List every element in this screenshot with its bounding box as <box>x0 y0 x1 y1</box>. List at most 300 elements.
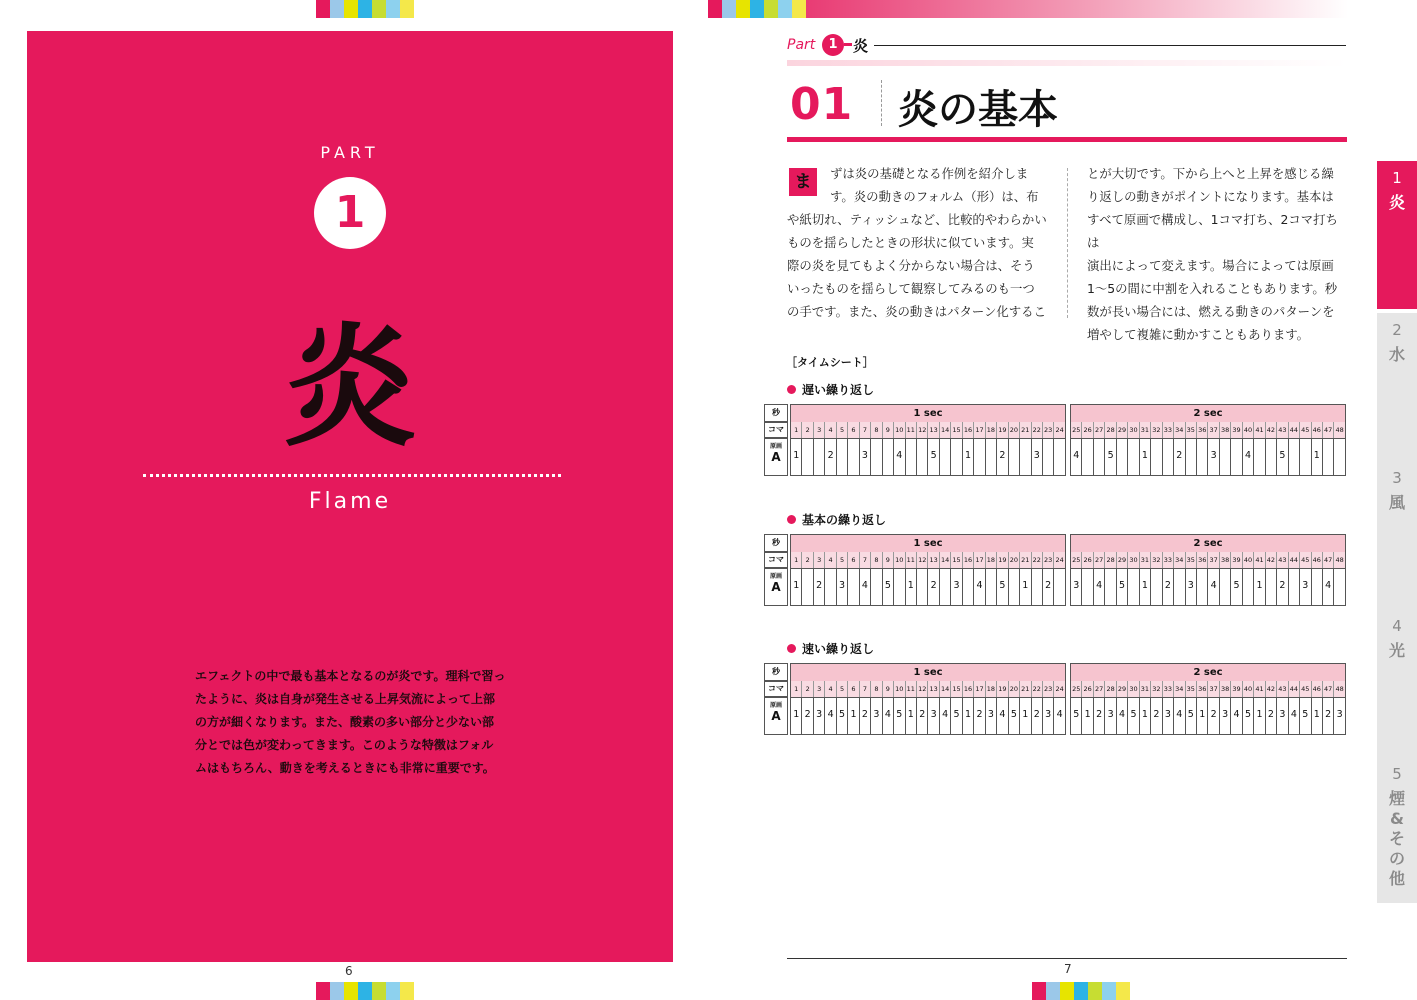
frame-number: 24 <box>1055 426 1064 434</box>
frame-number: 45 <box>1300 422 1311 438</box>
key-cell: 5 <box>997 569 1008 605</box>
second-header: 2 sec <box>1071 535 1345 553</box>
key-cell: 4 <box>1094 569 1105 605</box>
key-cell: 4 <box>894 439 905 475</box>
key-cell <box>1174 569 1185 605</box>
key-cell: 3 <box>1043 698 1054 734</box>
body-line: 数が長い場合には、燃える動きのパターンを <box>1087 304 1335 319</box>
second-block <box>1070 534 1346 606</box>
frame-row <box>1071 681 1345 698</box>
frame-number: 17 <box>974 681 985 697</box>
frame-number: 21 <box>1020 422 1031 438</box>
key-cell: 2 <box>1094 698 1105 734</box>
frame-number: 29 <box>1117 552 1128 568</box>
key-cell: 5 <box>1300 698 1311 734</box>
color-swatch <box>358 0 372 18</box>
body-line: すべて原画で構成し、1コマ打ち、2コマ打ちは <box>1087 212 1338 250</box>
frame-number: 6 <box>848 552 859 568</box>
color-swatch <box>386 0 400 18</box>
color-swatch <box>316 0 330 18</box>
frame-number: 2 <box>802 422 813 438</box>
second-block <box>790 534 1066 606</box>
chapter-kanji: 炎 <box>284 311 416 465</box>
sec-label: 秒 <box>764 534 788 552</box>
frame-number: 18 <box>986 681 997 697</box>
frame-row <box>791 422 1065 439</box>
top-color-strip-left <box>316 0 414 18</box>
chapter-tab-label <box>1377 193 1417 213</box>
frame-number: 20 <box>1009 681 1020 697</box>
frame-number: 25 <box>1071 422 1082 438</box>
body-line: ずは炎の基礎となる作例を紹介しま <box>830 166 1029 181</box>
key-cell <box>1105 569 1116 605</box>
part-number-badge: 1 <box>314 177 386 249</box>
key-cell: 4 <box>883 698 894 734</box>
section-number: 01 <box>790 79 854 130</box>
key-cell: 2 <box>1151 698 1162 734</box>
frame-number: 47 <box>1323 422 1334 438</box>
color-swatch <box>400 0 414 18</box>
key-cell: 3 <box>1163 698 1174 734</box>
key-cell <box>814 439 825 475</box>
chapter-tab-number: 1 <box>1392 169 1402 187</box>
tab-char: 光 <box>1388 641 1405 660</box>
key-cell <box>1020 439 1031 475</box>
key-cell <box>974 439 985 475</box>
key-row <box>791 569 1065 605</box>
key-cell: 2 <box>1163 569 1174 605</box>
frame-number: 13 <box>928 552 939 568</box>
bottom-rule <box>787 958 1347 959</box>
frame-number: 29 <box>1117 681 1128 697</box>
key-cell <box>1186 439 1197 475</box>
key-cell <box>1009 569 1020 605</box>
key-cell <box>1231 439 1242 475</box>
key-cell: 3 <box>1336 709 1343 720</box>
frame-number: 4 <box>825 552 836 568</box>
frame-number: 44 <box>1289 552 1300 568</box>
tab-char: 炎 <box>1388 193 1405 212</box>
frame-number: 33 <box>1163 422 1174 438</box>
key-cell: 5 <box>928 439 939 475</box>
key-cell: 5 <box>1128 698 1139 734</box>
chapter-tab-number: 4 <box>1392 617 1402 635</box>
key-cell <box>1266 569 1277 605</box>
color-swatch <box>344 982 358 1000</box>
frame-number: 8 <box>871 422 882 438</box>
frame-number: 33 <box>1163 552 1174 568</box>
key-cell <box>1312 569 1323 605</box>
frame-number: 18 <box>986 422 997 438</box>
color-swatch <box>1116 982 1130 1000</box>
frame-number: 43 <box>1277 552 1288 568</box>
tab-char: そ <box>1388 829 1405 848</box>
color-swatch <box>1102 982 1116 1000</box>
frame-number: 2 <box>802 681 813 697</box>
key-cell: 4 <box>1174 698 1185 734</box>
key-cell: 3 <box>1208 439 1219 475</box>
color-swatch <box>722 0 736 18</box>
frame-row <box>1071 422 1345 439</box>
frame-number: 16 <box>963 681 974 697</box>
frame-number: 29 <box>1117 422 1128 438</box>
key-cell <box>1243 569 1254 605</box>
frame-number: 10 <box>894 422 905 438</box>
frame-number: 19 <box>997 681 1008 697</box>
color-swatch <box>358 982 372 1000</box>
key-cell <box>1151 569 1162 605</box>
timesheet-title <box>787 511 886 528</box>
frame-number: 12 <box>917 681 928 697</box>
chapter-tab-number: 5 <box>1392 765 1402 783</box>
frame-number: 1 <box>791 681 802 697</box>
key-cell <box>1289 569 1300 605</box>
frame-number: 39 <box>1231 681 1242 697</box>
key-row <box>1071 569 1345 605</box>
color-swatch <box>330 982 344 1000</box>
frame-number: 9 <box>883 422 894 438</box>
key-cell: 2 <box>825 439 836 475</box>
frame-number: 11 <box>906 552 917 568</box>
key-cell <box>1254 439 1265 475</box>
body-column-1-head <box>830 162 1052 208</box>
frame-number: 28 <box>1105 552 1116 568</box>
color-swatch <box>764 0 778 18</box>
frame-number: 36 <box>1197 552 1208 568</box>
frame-number: 15 <box>951 552 962 568</box>
timesheet-grid <box>764 534 1348 606</box>
frame-number: 47 <box>1323 552 1334 568</box>
key-cell <box>1128 569 1139 605</box>
key-cell <box>917 569 928 605</box>
frame-number: 35 <box>1186 422 1197 438</box>
frame-number: 11 <box>906 681 917 697</box>
intro-line: ムはもちろん、動きを考えるときにも非常に重要です。 <box>195 761 495 775</box>
part-tag-underline <box>787 60 1347 66</box>
key-cell: 5 <box>894 698 905 734</box>
chapter-tab[interactable] <box>1377 609 1417 759</box>
second-block <box>1070 663 1346 735</box>
key-row <box>791 698 1065 734</box>
key-cell: 3 <box>814 698 825 734</box>
frame-number: 17 <box>974 552 985 568</box>
body-column-2 <box>1087 162 1349 346</box>
frame-number: 42 <box>1266 552 1277 568</box>
second-block <box>790 404 1066 476</box>
frame-number: 14 <box>940 552 951 568</box>
key-cell: 5 <box>1009 698 1020 734</box>
frame-number: 41 <box>1254 681 1265 697</box>
key-cell: 5 <box>1186 698 1197 734</box>
genga-label: 原画 A <box>764 697 788 735</box>
key-cell: 4 <box>860 569 871 605</box>
key-cell <box>848 439 859 475</box>
frame-number: 16 <box>963 422 974 438</box>
bullet-icon <box>787 385 796 394</box>
key-cell: 1 <box>963 698 974 734</box>
key-cell: 3 <box>1300 569 1311 605</box>
frame-number: 36 <box>1197 681 1208 697</box>
timesheet-grid <box>764 404 1348 476</box>
key-cell <box>940 569 951 605</box>
timesheet-title-text: 遅い繰り返し <box>802 383 875 397</box>
top-color-strip-right <box>708 0 806 18</box>
frame-number: 9 <box>883 552 894 568</box>
color-swatch <box>778 0 792 18</box>
tab-char: の <box>1388 849 1405 868</box>
key-cell <box>1117 439 1128 475</box>
chapter-tab-label <box>1377 345 1417 365</box>
key-cell: 5 <box>951 698 962 734</box>
key-cell: 2 <box>1043 569 1054 605</box>
key-cell <box>1009 439 1020 475</box>
frame-number: 24 <box>1055 556 1064 564</box>
frame-number: 35 <box>1186 681 1197 697</box>
key-row <box>791 439 1065 475</box>
body-line: いったものを揺らして観察してみるのも一つ <box>787 281 1035 296</box>
tab-char: 水 <box>1388 345 1405 364</box>
key-cell <box>1094 439 1105 475</box>
key-cell: 2 <box>917 698 928 734</box>
key-cell: 1 <box>1254 698 1265 734</box>
key-cell: 1 <box>791 698 802 734</box>
color-swatch <box>330 0 344 18</box>
drop-cap: ま <box>789 168 817 196</box>
frame-number: 36 <box>1197 422 1208 438</box>
frame-number: 7 <box>860 552 871 568</box>
frame-number: 30 <box>1128 422 1139 438</box>
frame-number: 3 <box>814 422 825 438</box>
frame-number: 15 <box>951 681 962 697</box>
key-cell <box>1334 439 1344 475</box>
bottom-color-strip-left <box>316 982 414 1000</box>
key-cell <box>1163 439 1174 475</box>
frame-number: 46 <box>1312 552 1323 568</box>
key-cell: 5 <box>1105 439 1116 475</box>
part-tag-word: Part <box>787 37 816 53</box>
frame-number: 21 <box>1020 681 1031 697</box>
key-cell <box>1128 439 1139 475</box>
frame-number: 33 <box>1163 681 1174 697</box>
frame-number: 28 <box>1105 422 1116 438</box>
key-cell <box>951 439 962 475</box>
frame-number: 43 <box>1277 422 1288 438</box>
body-line: とが大切です。下から上へと上昇を感じる繰 <box>1087 166 1334 181</box>
part-tag-rule <box>874 45 1346 46</box>
frame-number: 26 <box>1082 422 1093 438</box>
frame-number: 8 <box>871 681 882 697</box>
frame-number: 23 <box>1043 681 1054 697</box>
key-cell: 1 <box>1140 569 1151 605</box>
key-cell <box>1043 439 1054 475</box>
frame-number: 4 <box>825 422 836 438</box>
frame-number: 40 <box>1243 681 1254 697</box>
key-cell: 4 <box>1117 698 1128 734</box>
key-cell: 2 <box>1032 698 1043 734</box>
page-number-left: 6 <box>345 964 353 978</box>
tab-char: 他 <box>1388 869 1405 888</box>
key-cell: 3 <box>1186 569 1197 605</box>
genga-label: 原画 A <box>764 568 788 606</box>
frame-number: 37 <box>1208 422 1219 438</box>
frame-number: 8 <box>871 552 882 568</box>
key-cell: 3 <box>928 698 939 734</box>
key-cell: 4 <box>1231 698 1242 734</box>
chapter-tab[interactable] <box>1377 161 1417 309</box>
section-title: 炎の基本 <box>898 87 1058 133</box>
body-line: ものを揺らしたときの形状に似ています。実 <box>787 235 1034 250</box>
section-rule <box>787 137 1347 142</box>
frame-number: 12 <box>917 552 928 568</box>
key-cell: 2 <box>1266 698 1277 734</box>
key-cell <box>917 439 928 475</box>
frame-number: 31 <box>1140 552 1151 568</box>
key-cell: 1 <box>791 439 802 475</box>
frame-number: 38 <box>1220 422 1231 438</box>
key-cell: 5 <box>1231 569 1242 605</box>
key-cell: 3 <box>1220 698 1231 734</box>
color-swatch <box>1032 982 1046 1000</box>
frame-number: 19 <box>997 552 1008 568</box>
frame-number: 30 <box>1128 552 1139 568</box>
frame-number: 10 <box>894 681 905 697</box>
frame-number: 17 <box>974 422 985 438</box>
key-cell: 3 <box>986 698 997 734</box>
koma-label: コマ <box>764 552 788 568</box>
frame-number: 26 <box>1082 552 1093 568</box>
key-cell <box>1289 439 1300 475</box>
frame-number: 41 <box>1254 552 1265 568</box>
frame-number: 12 <box>917 422 928 438</box>
key-cell: 2 <box>997 439 1008 475</box>
key-cell: 1 <box>1254 569 1265 605</box>
key-cell <box>986 439 997 475</box>
page-number-right: 7 <box>1064 962 1072 976</box>
frame-number: 40 <box>1243 422 1254 438</box>
key-cell: 5 <box>1117 569 1128 605</box>
frame-number: 23 <box>1043 552 1054 568</box>
frame-number: 45 <box>1300 552 1311 568</box>
color-swatch <box>400 982 414 1000</box>
part-label: PART <box>320 143 380 162</box>
frame-number: 45 <box>1300 681 1311 697</box>
key-cell <box>894 569 905 605</box>
frame-number: 34 <box>1174 681 1185 697</box>
intro-line: たように、炎は自身が発生させる上昇気流によって上部 <box>195 692 496 706</box>
key-cell: 3 <box>871 698 882 734</box>
key-cell <box>883 439 894 475</box>
color-swatch <box>708 0 722 18</box>
chapter-tab[interactable] <box>1377 757 1417 903</box>
key-cell: 4 <box>974 569 985 605</box>
intro-line: エフェクトの中で最も基本となるのが炎です。理科で習っ <box>195 669 506 683</box>
chapter-tab-number: 2 <box>1392 321 1402 339</box>
second-header: 1 sec <box>791 535 1065 553</box>
sec-label: 秒 <box>764 663 788 681</box>
frame-number: 32 <box>1151 422 1162 438</box>
frame-number: 13 <box>928 681 939 697</box>
key-cell <box>802 569 813 605</box>
key-cell <box>1197 569 1208 605</box>
body-line: 1〜5の間に中割を入れることもあります。秒 <box>1087 281 1338 296</box>
key-cell <box>986 569 997 605</box>
key-cell <box>1082 569 1093 605</box>
frame-number: 42 <box>1266 681 1277 697</box>
key-cell: 2 <box>974 698 985 734</box>
chapter-tab-label <box>1377 641 1417 661</box>
body-line: 増やして複雑に動かすこともあります。 <box>1087 327 1310 342</box>
second-header: 2 sec <box>1071 405 1345 423</box>
key-cell: 4 <box>1071 439 1082 475</box>
frame-number: 38 <box>1220 681 1231 697</box>
frame-number: 41 <box>1254 422 1265 438</box>
key-cell: 5 <box>883 569 894 605</box>
frame-number: 48 <box>1335 556 1344 564</box>
key-cell: 3 <box>1277 698 1288 734</box>
key-cell: 4 <box>997 698 1008 734</box>
part-cover-panel <box>27 31 673 962</box>
key-cell <box>871 569 882 605</box>
frame-number: 46 <box>1312 681 1323 697</box>
timesheet-title-text: 基本の繰り返し <box>802 513 887 527</box>
frame-number: 32 <box>1151 681 1162 697</box>
part-tag-connector <box>844 43 852 46</box>
key-cell: 1 <box>1140 439 1151 475</box>
genga-label: 原画 A <box>764 438 788 476</box>
key-cell: 4 <box>1289 698 1300 734</box>
frame-number: 27 <box>1094 552 1105 568</box>
tab-char: 風 <box>1388 493 1405 512</box>
bottom-color-strip-right <box>1032 982 1130 1000</box>
key-cell: 1 <box>1312 439 1323 475</box>
timesheet-title <box>787 381 874 398</box>
key-row <box>1071 698 1345 734</box>
frame-number: 26 <box>1082 681 1093 697</box>
frame-number: 3 <box>814 552 825 568</box>
key-cell: 1 <box>906 698 917 734</box>
key-cell: 3 <box>837 569 848 605</box>
key-row <box>1071 439 1345 475</box>
frame-row <box>791 681 1065 698</box>
key-cell: 3 <box>1071 569 1082 605</box>
color-swatch <box>372 0 386 18</box>
part-tag-number: 1 <box>822 34 844 56</box>
frame-number: 7 <box>860 422 871 438</box>
body-line: や紙切れ、ティッシュなど、比較的やわらかい <box>787 212 1047 227</box>
frame-number: 19 <box>997 422 1008 438</box>
koma-label: コマ <box>764 422 788 438</box>
chapter-tab[interactable] <box>1377 313 1417 463</box>
key-cell <box>848 569 859 605</box>
key-cell: 1 <box>1082 698 1093 734</box>
key-cell <box>1032 569 1043 605</box>
chapter-tab[interactable] <box>1377 461 1417 611</box>
key-cell <box>1323 439 1334 475</box>
sec-label: 秒 <box>764 404 788 422</box>
key-cell: 1 <box>791 569 802 605</box>
frame-number: 23 <box>1043 422 1054 438</box>
frame-number: 46 <box>1312 422 1323 438</box>
timesheet-grid <box>764 663 1348 735</box>
body-column-1 <box>787 208 1052 323</box>
color-swatch <box>750 0 764 18</box>
color-swatch <box>372 982 386 1000</box>
frame-number: 16 <box>963 552 974 568</box>
frame-number: 31 <box>1140 681 1151 697</box>
key-cell <box>1054 569 1064 605</box>
color-swatch <box>1088 982 1102 1000</box>
frame-number: 11 <box>906 422 917 438</box>
